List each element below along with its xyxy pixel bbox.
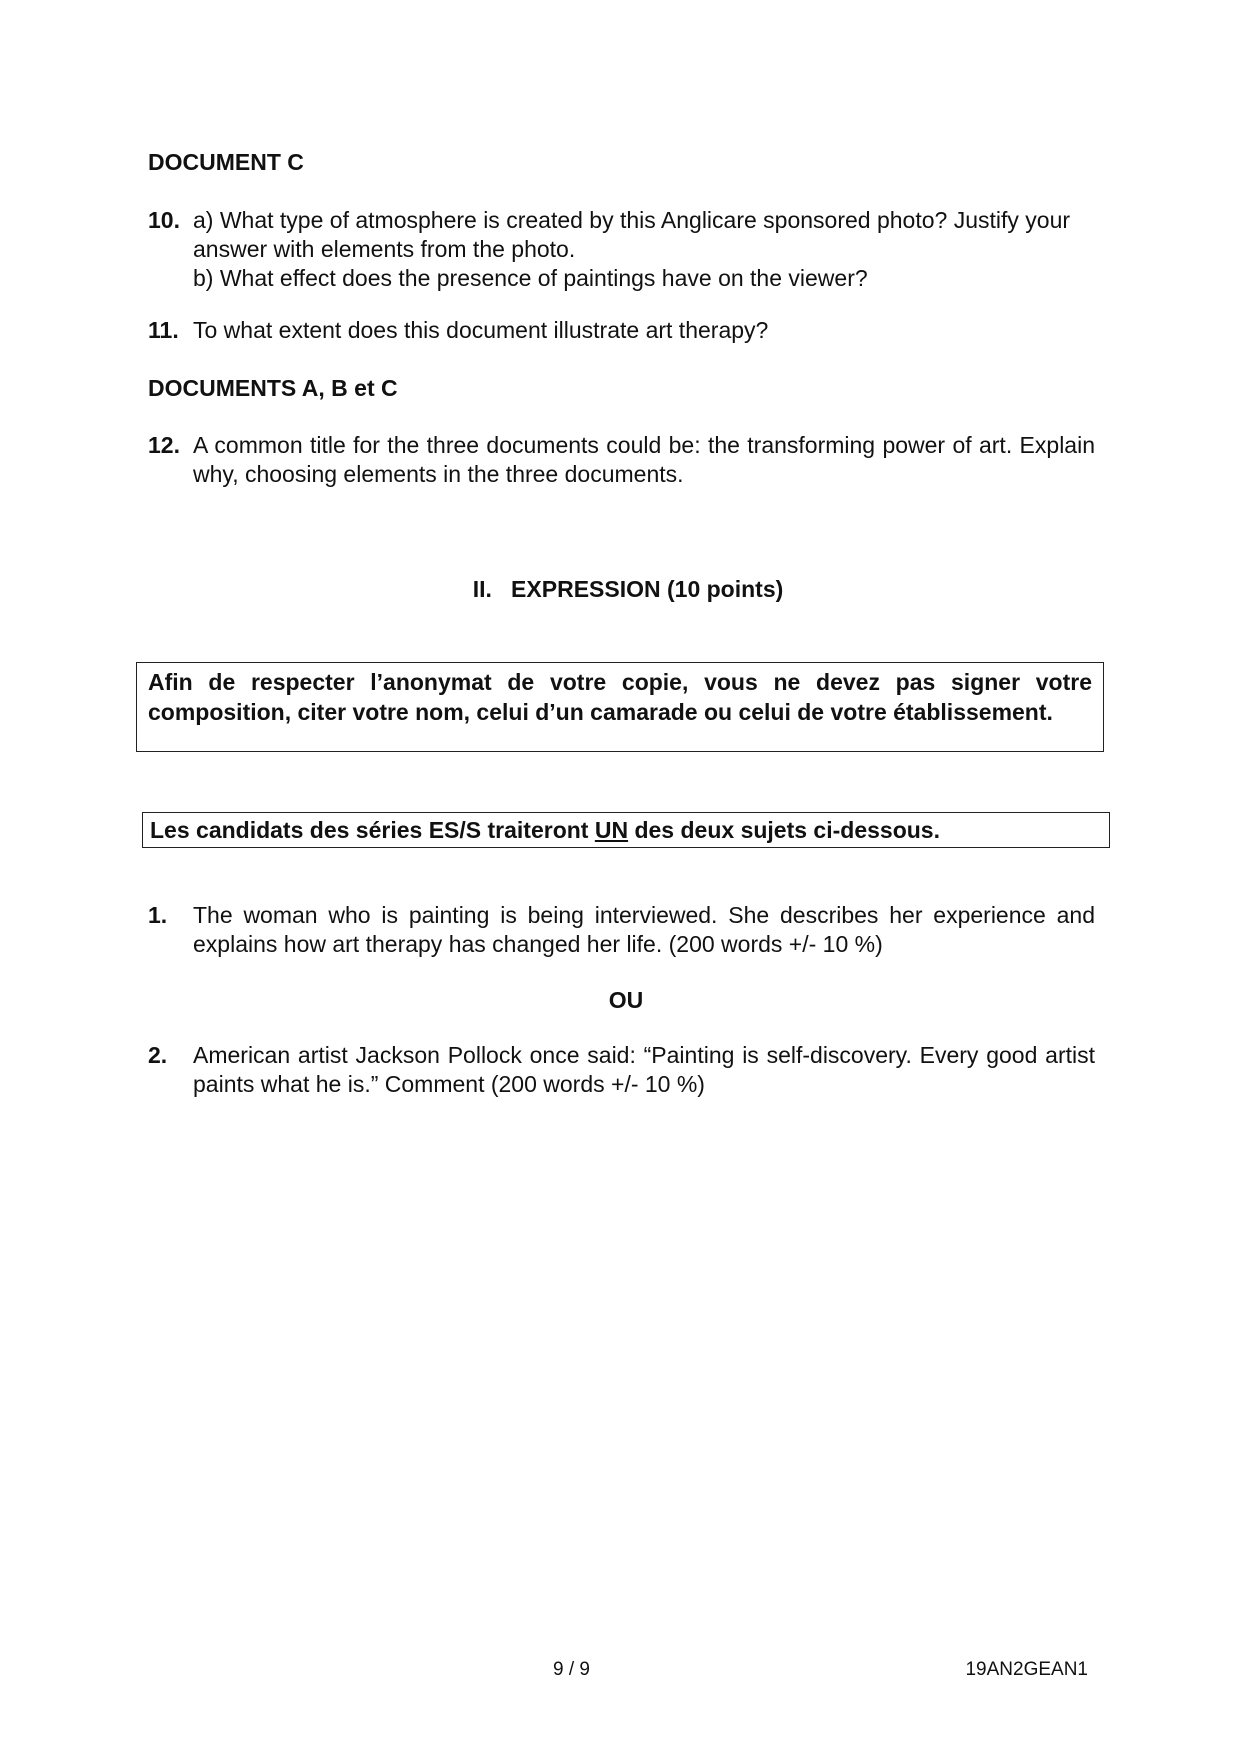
instruction-text-before: Les candidats des séries ES/S traiteront bbox=[150, 817, 595, 843]
subject-number-1: 1. bbox=[148, 902, 168, 928]
subject-2-text: American artist Jackson Pollock once said: “Painting is self-discovery. Every good artist paints what he is.” Comment (200 words +/- 10 %) bbox=[193, 1042, 1095, 1097]
page-number: 9 / 9 bbox=[553, 1659, 590, 1680]
instruction-text-underlined: UN bbox=[594, 817, 629, 843]
section-heading-document-c: DOCUMENT C bbox=[148, 149, 304, 175]
anonymity-notice-box bbox=[136, 662, 1104, 752]
subject-number-2: 2. bbox=[148, 1042, 168, 1068]
section-heading-documents-abc: DOCUMENTS A, B et C bbox=[148, 375, 398, 401]
instruction-box bbox=[142, 812, 1110, 848]
anonymity-notice-text: Afin de respecter l’anonymat de votre copie, vous ne devez pas signer votre composition, citer votre nom, celui d’un camarade ou celui de votre établissement. bbox=[148, 669, 1092, 725]
question-number-12: 12. bbox=[148, 432, 180, 458]
question-12-text: A common title for the three documents could be: the transforming power of art. Explain why, choosing elements in the three documents. bbox=[193, 432, 1095, 487]
or-separator: OU bbox=[608, 987, 644, 1013]
question-10-part-a: a) What type of atmosphere is created by this Anglicare sponsored photo? Justify your answer with elements from the photo. bbox=[193, 207, 1071, 262]
question-11-text: To what extent does this document illustrate art therapy? bbox=[193, 317, 769, 343]
document-code: 19AN2GEAN1 bbox=[965, 1659, 1088, 1680]
question-number-10: 10. bbox=[148, 207, 180, 233]
question-number-11: 11. bbox=[148, 317, 179, 343]
question-10-part-b: b) What effect does the presence of paintings have on the viewer? bbox=[193, 265, 868, 291]
instruction-text-after: des deux sujets ci-dessous. bbox=[628, 817, 940, 843]
instruction-text bbox=[143, 813, 1109, 847]
expression-heading: II. EXPRESSION (10 points) bbox=[472, 576, 784, 602]
subject-1-text: The woman who is painting is being interviewed. She describes her experience and explains how art therapy has changed her life. (200 words +/- 10 %) bbox=[193, 902, 1095, 957]
